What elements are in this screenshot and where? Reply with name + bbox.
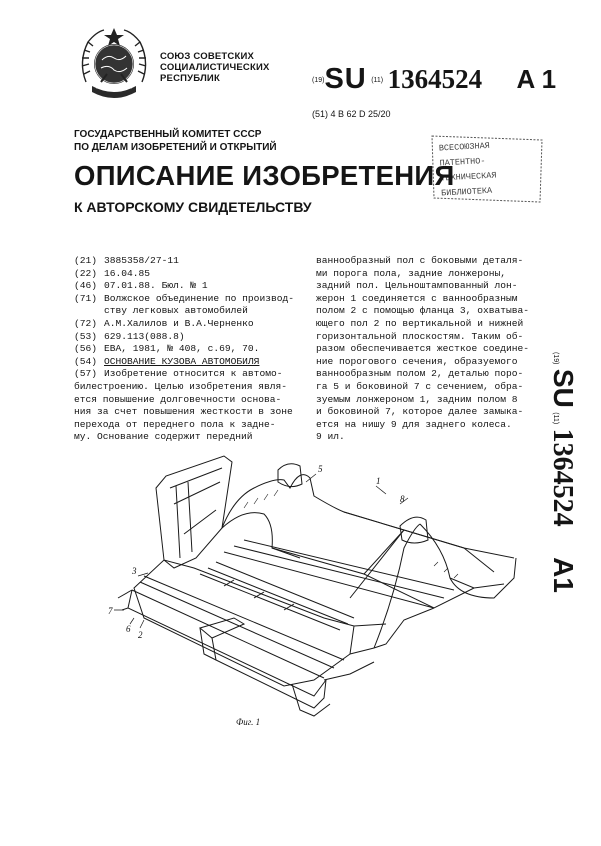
callout-2: 2 (138, 630, 143, 640)
abstract-line-5: му. Основание содержит передний (74, 431, 253, 443)
abstract-right-line: ваннообразным полом 2, деталью поро- (316, 368, 524, 380)
stamp-line-3: ТЕХНИЧЕСКАЯ (440, 170, 497, 184)
side-patent-kind: A1 (548, 557, 579, 593)
patent-prefix-11: (11) (371, 77, 384, 84)
abstract-right-line: разом обеспечивается жесткое соедине- (316, 343, 530, 355)
bibliographic-data (74, 255, 306, 444)
callout-6: 6 (126, 624, 131, 634)
state-name (160, 51, 270, 84)
document-title: ОПИСАНИЕ ИЗОБРЕТЕНИЯ (74, 160, 455, 191)
callout-1: 1 (376, 476, 381, 486)
abstract-right-column (316, 255, 548, 444)
committee-line-1: ГОСУДАРСТВЕННЫЙ КОМИТЕТ СССР (74, 129, 262, 140)
field-71-cont: ству легковых автомобилей (104, 305, 248, 317)
patent-prefix-19: (19) (312, 77, 325, 84)
stamp-line-4: БИБЛИОТЕКА (440, 185, 493, 199)
patent-number: 1364524 (387, 64, 483, 94)
abstract-right-line: га 5 и боковиной 7 с сечением, обра- (316, 380, 524, 392)
abstract-right-line: ние порогового сечения, образуемого (316, 355, 518, 367)
field-72: (72) А.М.Халилов и В.А.Черненко (74, 317, 254, 329)
abstract-right-line: 9 ил. (316, 431, 345, 443)
side-country-code: SU (548, 368, 579, 408)
callout-3: 3 (132, 566, 137, 576)
field-57: (57) Изобретение относится к автомо- (74, 368, 283, 380)
committee-name (74, 128, 277, 154)
country-code: SU (324, 63, 367, 95)
field-53: (53) 629.113(088.8) (74, 330, 185, 342)
state-line-2: СОЦИАЛИСТИЧЕСКИХ (160, 62, 270, 73)
patent-kind: A 1 (516, 64, 557, 94)
ussr-emblem (74, 24, 154, 104)
field-56: (56) ЕВА, 1981, № 408, с.69, 70. (74, 343, 260, 355)
abstract-line-4: перехода от переднего пола к задне- (74, 418, 276, 430)
figure-caption: Фиг. 1 (236, 717, 261, 727)
abstract-right-line: зуемым лонжероном 1, задним полом 8 (316, 393, 518, 405)
document-subtitle: К АВТОРСКОМУ СВИДЕТЕЛЬСТВУ (74, 199, 312, 215)
abstract-line-3: ния за счет повышения жесткости в зоне (74, 406, 293, 418)
abstract-right-line: ющего пол 2 по вертикальной и нижней (316, 317, 524, 329)
callout-5: 5 (318, 464, 323, 474)
car-body-floor-drawing (104, 448, 524, 744)
field-71: (71) Волжское объединение по производ- (74, 292, 294, 304)
abstract-right-line: жерон 1 соединяется с ваннообразным (316, 292, 518, 304)
stamp-line-1: ВСЕСОЮЗНАЯ (438, 140, 491, 154)
side-prefix-19: (19) (552, 352, 559, 365)
side-patent-label (537, 352, 579, 707)
abstract-line-1: билестроению. Целью изобретения явля- (74, 380, 288, 392)
side-prefix-11: (11) (552, 412, 559, 425)
abstract-right-line: горизонтальной плоскостям. Таким об- (316, 330, 524, 342)
abstract-line-2: ется повышение долговечности основа- (74, 393, 282, 405)
abstract-right-line: ваннообразный пол с боковыми деталя- (316, 255, 524, 266)
state-line-1: СОЮЗ СОВЕТСКИХ (160, 51, 255, 62)
callout-8: 8 (400, 494, 405, 504)
callout-7: 7 (108, 606, 113, 616)
abstract-right-line: задний пол. Цельноштампованный лон- (316, 280, 518, 292)
field-54: (54) ОСНОВАНИЕ КУЗОВА АВТОМОБИЛЯ (74, 355, 260, 367)
invention-title: ОСНОВАНИЕ КУЗОВА АВТОМОБИЛЯ (104, 355, 260, 367)
committee-line-2: ПО ДЕЛАМ ИЗОБРЕТЕНИЙ И ОТКРЫТИЙ (74, 142, 277, 153)
field-46: (46) 07.01.88. Бюл. № 1 (74, 280, 208, 292)
abstract-right-line: ется на нишу 9 для заднего колеса. (316, 418, 512, 430)
abstract-right-line: и боковиной 7, которое далее замыка- (316, 406, 524, 418)
patent-number-header (312, 63, 556, 93)
field-22: (22) 16.04.85 (74, 267, 151, 279)
abstract-right-line: полом 2 с помощью фланца 3, охватыва- (316, 305, 530, 317)
side-patent-number: 1364524 (547, 428, 578, 527)
ipc-class: (51) 4 B 62 D 25/20 (312, 109, 391, 119)
state-line-3: РЕСПУБЛИК (160, 73, 220, 84)
stamp-line-2: ПАТЕНТНО- (439, 156, 486, 169)
abstract-right-line: ми порога пола, задние лонжероны, (316, 267, 506, 279)
field-21: (21) 3885358/27-11 (74, 255, 179, 266)
